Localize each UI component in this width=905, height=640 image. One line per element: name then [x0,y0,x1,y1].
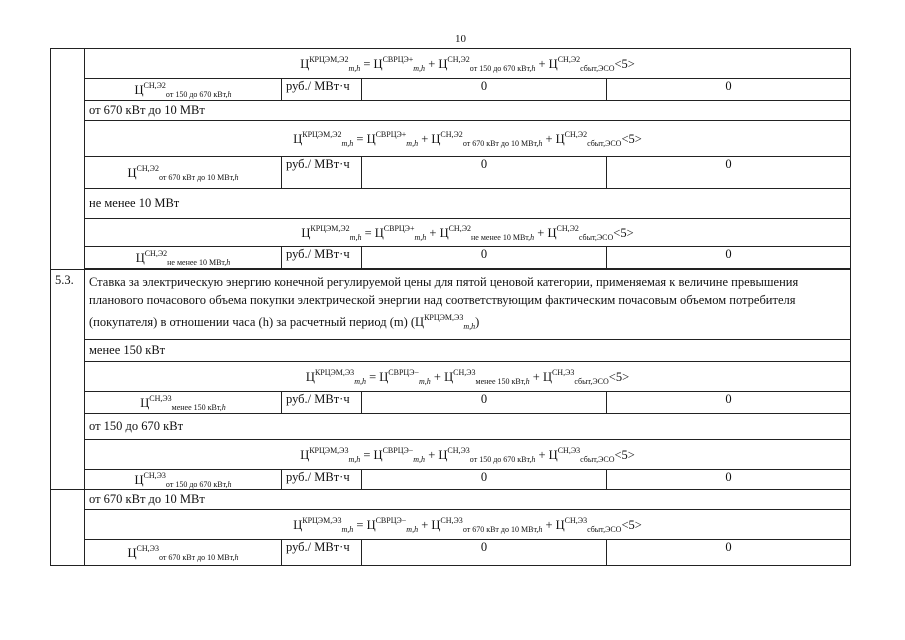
section-number-cell [51,49,85,270]
subheading: от 670 кВт до 10 МВт [85,490,851,510]
rate-label: $Ц^{СН,Э2}_{не менее 10 МВт,h}$ [85,247,282,269]
section-number-cell [51,490,85,566]
value-cell: 0 [362,247,607,269]
value-cell: 0 [607,540,851,566]
section-description: Ставка за электрическую энергию конечной регулируемой цены для пятой ценовой категории, применяемая к величине превышения планового почасового объема покупки электрической энергии над соответствующим фактическим почасовым объемом потребителя (покупателя) в отношении часа (h) за расчетный период (m) $(Ц^{КРЦЭМ,Э3}_{m,h})$ [85,270,851,340]
value-cell: 0 [362,540,607,566]
value-cell: 0 [607,79,851,101]
subheading: от 150 до 670 кВт [85,414,851,440]
rate-label: $Ц^{СН,Э2}_{от 670 кВт до 10 МВт,h}$ [85,157,282,189]
unit-cell: руб./ МВт·ч [282,392,362,414]
value-cell: 0 [362,157,607,189]
value-cell: 0 [362,79,607,101]
rate-label: $Ц^{СН,Э2}_{от 150 до 670 кВт,h}$ [85,79,282,101]
unit-cell: руб./ МВт·ч [282,157,362,189]
formula-row: $Ц^{КРЦЭМ,Э2}_{m,h} = Ц^{СВРЦЭ+}_{m,h} + Ц^{СН,Э2}_{не менее 10 МВт,h} + Ц^{СН,Э2}_{сбыт,ЭСО}<5>$ [85,219,851,247]
tariff-table [50,48,851,566]
value-cell: 0 [607,157,851,189]
subheading: от 670 кВт до 10 МВт [85,101,851,121]
rate-label: $Ц^{СН,Э3}_{от 670 кВт до 10 МВт,h}$ [85,540,282,566]
unit-cell: руб./ МВт·ч [282,247,362,269]
unit-cell: руб./ МВт·ч [282,79,362,101]
value-cell: 0 [607,247,851,269]
formula-row: $Ц^{КРЦЭМ,Э2}_{m,h} = Ц^{СВРЦЭ+}_{m,h} + Ц^{СН,Э2}_{от 150 до 670 кВт,h} + Ц^{СН,Э2}_{сбыт,ЭСО}<5>$ [85,49,851,79]
unit-cell: руб./ МВт·ч [282,470,362,490]
subheading: менее 150 кВт [85,340,851,362]
value-cell: 0 [362,392,607,414]
formula-row: $Ц^{КРЦЭМ,Э3}_{m,h} = Ц^{СВРЦЭ-}_{m,h} + Ц^{СН,Э3}_{от 150 до 670 кВт,h} + Ц^{СН,Э3}_{сбыт,ЭСО}<5>$ [85,440,851,470]
formula-row: $Ц^{КРЦЭМ,Э2}_{m,h} = Ц^{СВРЦЭ+}_{m,h} + Ц^{СН,Э2}_{от 670 кВт до 10 МВт,h} + Ц^{СН,Э2}_{сбыт,ЭСО}<5>$ [85,121,851,157]
value-cell: 0 [607,470,851,490]
rate-label: $Ц^{СН,Э3}_{менее 150 кВт,h}$ [85,392,282,414]
subheading: не менее 10 МВт [85,189,851,219]
unit-cell: руб./ МВт·ч [282,540,362,566]
value-cell: 0 [607,392,851,414]
value-cell: 0 [362,470,607,490]
page-number: 10 [455,33,466,45]
formula-row: $Ц^{КРЦЭМ,Э3}_{m,h} = Ц^{СВРЦЭ-}_{m,h} + Ц^{СН,Э3}_{от 670 кВт до 10 МВт,h} + Ц^{СН,Э3}_{сбыт,ЭСО}<5>$ [85,510,851,540]
section-number: 5.3. [51,270,85,490]
rate-label: $Ц^{СН,Э3}_{от 150 до 670 кВт,h}$ [85,470,282,490]
formula-row: $Ц^{КРЦЭМ,Э3}_{m,h} = Ц^{СВРЦЭ-}_{m,h} + Ц^{СН,Э3}_{менее 150 кВт,h} + Ц^{СН,Э3}_{сбыт,ЭСО}<5>$ [85,362,851,392]
